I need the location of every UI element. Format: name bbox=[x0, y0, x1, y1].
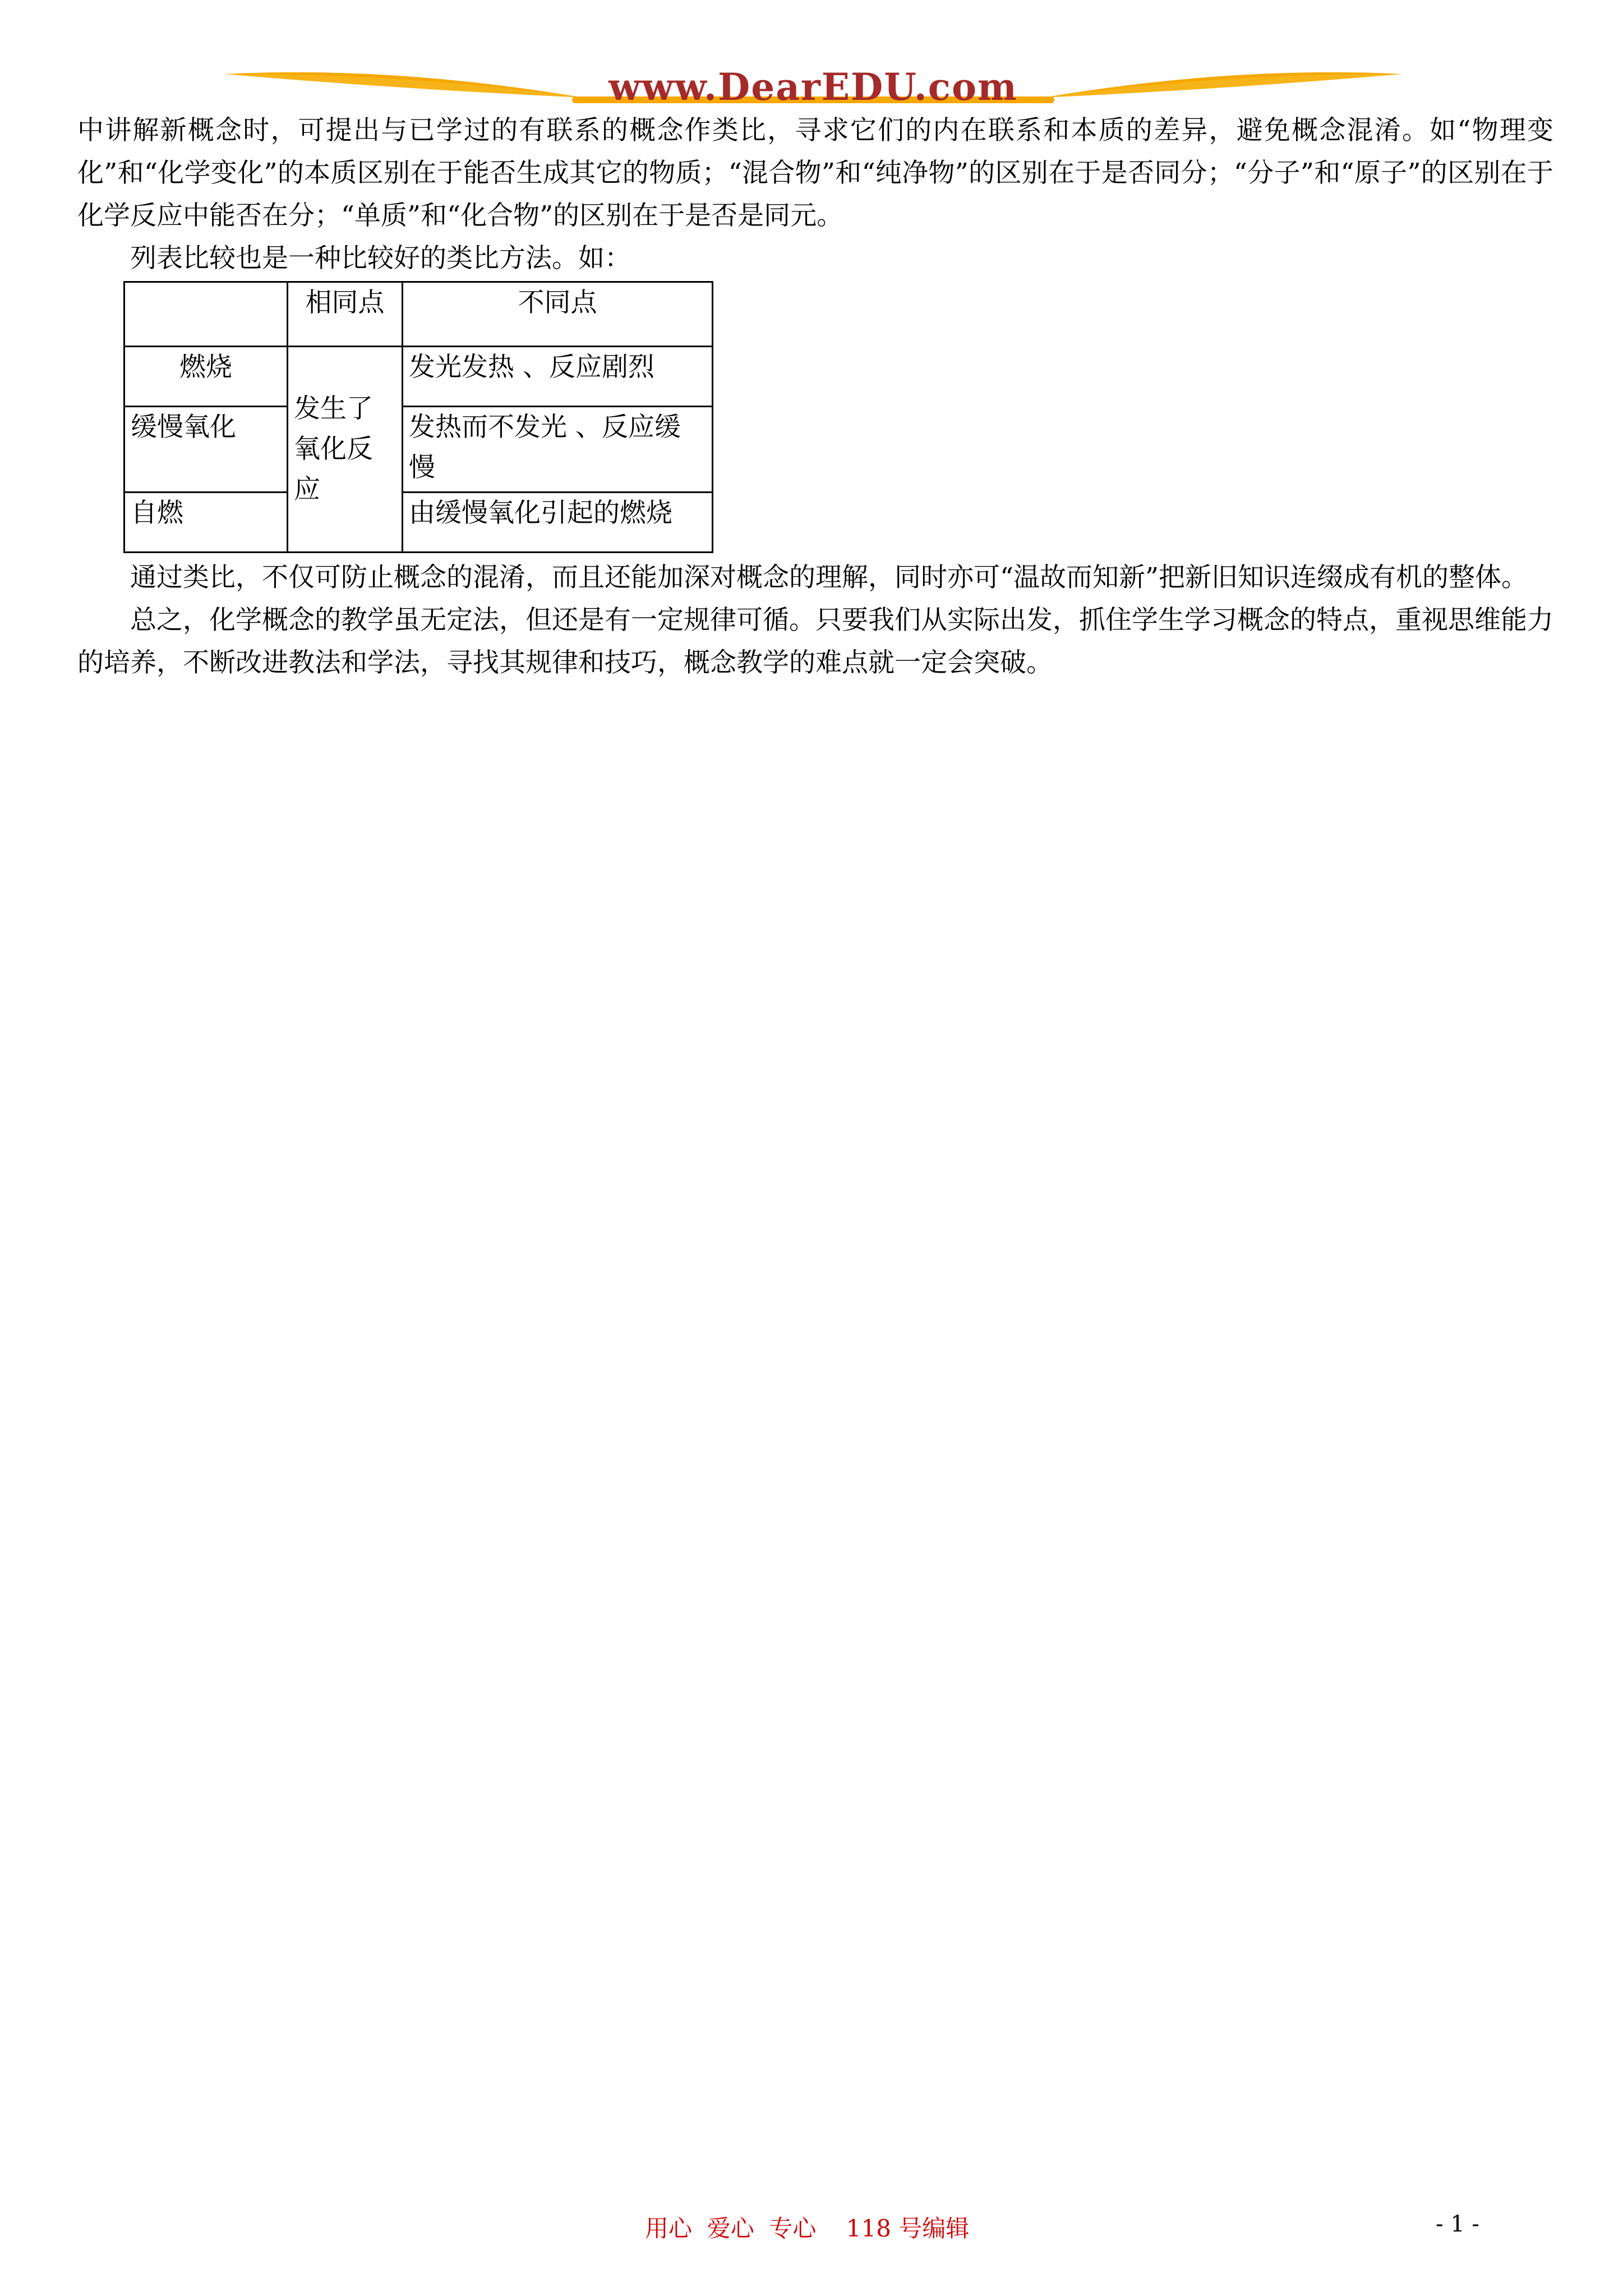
row-name-spontaneous: 自燃 bbox=[125, 493, 288, 553]
site-url: www.DearEDU.com bbox=[608, 65, 1018, 109]
row-name-burning: 燃烧 bbox=[125, 347, 288, 407]
paragraph-1: 中讲解新概念时，可提出与已学过的有联系的概念作类比，寻求它们的内在联系和本质的差异，避免概念混淆。如“物理变化”和“化学变化”的本质区别在于能否生成其它的物质；“混合物”和“纯净物”的区别在于是否同分；“分子”和“原子”的区别在于化学反应中能否在分；“单质”和“化合物”的区别在于是否是同元。 bbox=[77, 115, 1553, 231]
row-diff-spontaneous: 由缓慢氧化引起的燃烧 bbox=[403, 493, 713, 553]
table-row bbox=[125, 407, 713, 493]
table-header-empty bbox=[125, 282, 288, 347]
table-shared-cell: 发生了氧化反应 bbox=[288, 347, 403, 553]
table-row bbox=[125, 493, 713, 553]
table-header-diff: 不同点 bbox=[403, 282, 713, 347]
header-banner bbox=[224, 63, 1402, 113]
document-body bbox=[77, 109, 1553, 684]
paragraph-3: 通过类比，不仅可防止概念的混淆，而且还能加深对概念的理解，同时亦可“温故而知新”把新旧知识连缀成有机的整体。 bbox=[130, 562, 1528, 593]
table-row bbox=[125, 347, 713, 407]
row-diff-burning: 发光发热 、反应剧烈 bbox=[403, 347, 713, 407]
footer-editor-note: 用心 爱心 专心 118 号编辑 bbox=[645, 2215, 970, 2242]
row-diff-slow-oxidation: 发热而不发光 、反应缓慢 bbox=[403, 407, 713, 493]
page-number: - 1 - bbox=[1436, 2211, 1479, 2237]
row-name-slow-oxidation: 缓慢氧化 bbox=[125, 407, 288, 493]
paragraph-4: 总之，化学概念的教学虽无定法，但还是有一定规律可循。只要我们从实际出发，抓住学生学习概念的特点，重视思维能力的培养，不断改进教法和学法，寻找其规律和技巧，概念教学的难点就一定会突破。 bbox=[77, 605, 1553, 678]
table-header-same: 相同点 bbox=[288, 282, 403, 347]
paragraph-2: 列表比较也是一种比较好的类比方法。如： bbox=[130, 243, 631, 274]
comparison-table bbox=[123, 281, 713, 553]
table-header-row bbox=[125, 282, 713, 347]
